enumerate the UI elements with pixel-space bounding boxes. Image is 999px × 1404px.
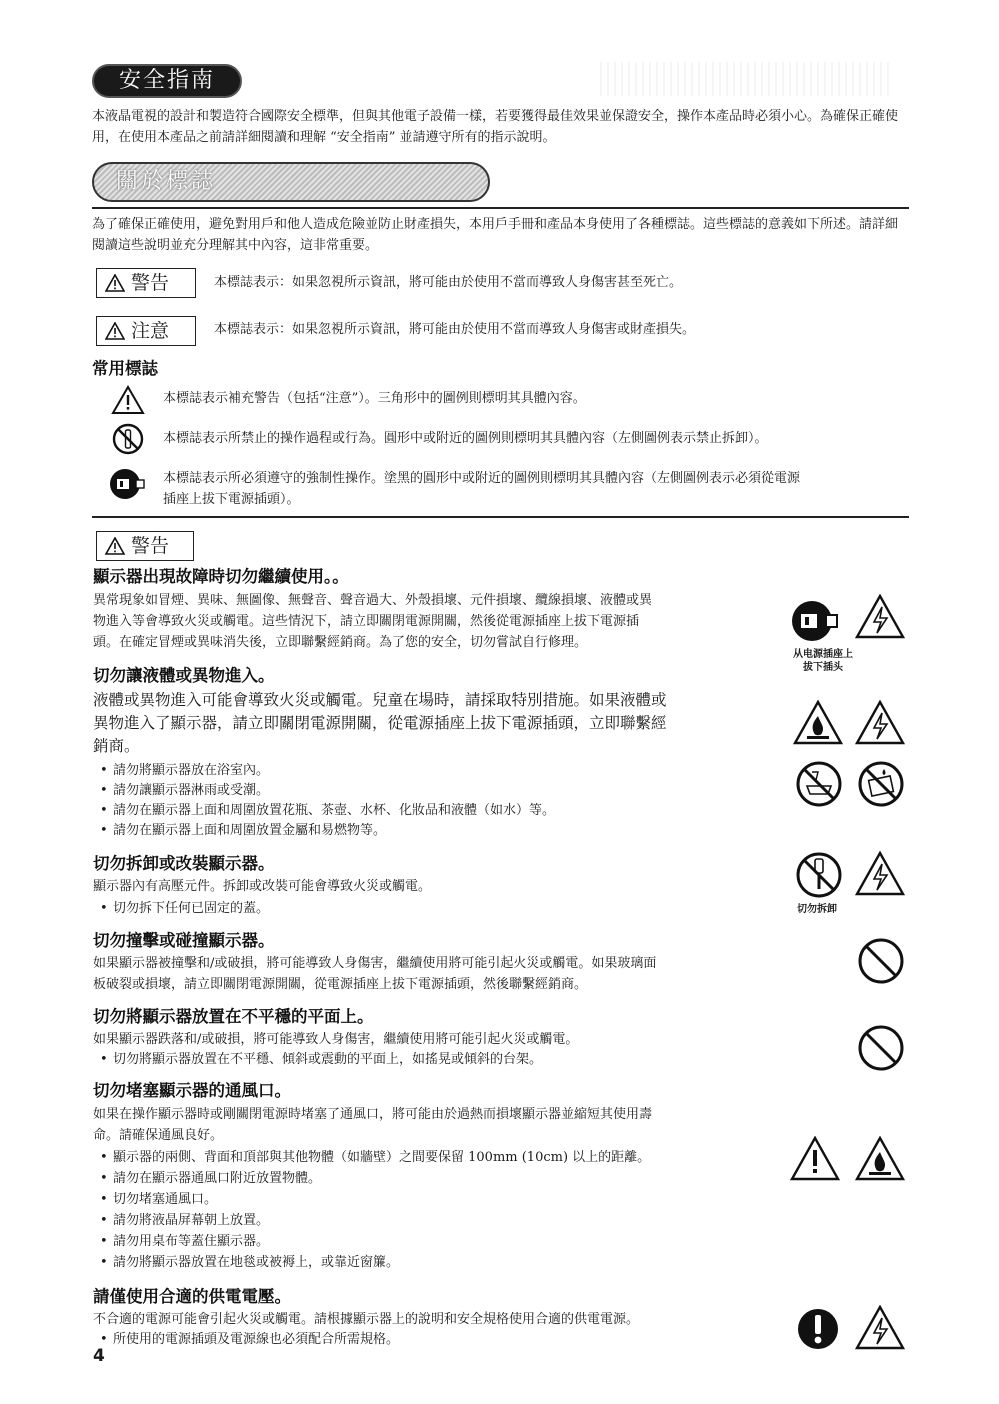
unplug-mandatory-icon [109, 466, 145, 502]
prohibit-mark-description: 本標誌表示所禁止的操作過程或行為。圓形中或附近的圖例則標明其具體內容（左側圖例表示禁止拆卸）。 [163, 431, 768, 446]
bullet-item: • 切勿堵塞通風口。 [113, 1190, 217, 1210]
section-heading-power-voltage: 請僅使用合適的供電電壓。 [93, 1287, 291, 1306]
no-bathroom-icon [795, 760, 843, 808]
no-disassembly-icon [795, 851, 843, 899]
attention-triangle-icon [111, 385, 145, 415]
no-disassembly-caption: 切勿拆卸 [797, 904, 837, 915]
warning-triangle-icon [105, 537, 125, 555]
scan-artifact [600, 62, 890, 96]
triangle-mark-description: 本標誌表示補充警告（包括“注意”）。三角形中的圖例則標明其具體內容。 [163, 391, 586, 406]
section-heading-malfunction: 顯示器出現故障時切勿繼續使用。。 [93, 567, 349, 586]
bullet-item: • 請勿將液晶屏幕朝上放置。 [113, 1211, 269, 1231]
section-heading-impact: 切勿撞擊或碰撞顯示器。 [93, 931, 275, 950]
bullet-item: • 請勿讓顯示器淋雨或受潮。 [113, 781, 269, 801]
section-heading-disassemble: 切勿拆卸或改裝顯示器。 [93, 854, 275, 873]
intro-text: 本液晶電視的設計和製造符合國際安全標準，但與其他電子設備一樣，若要獲得最佳效果並保證安全，操作本產品時必須小心。為確保正確使用，在使用本產品之前請詳細閱讀和理解 “安全指南” 並請遵守所有的指示說明。 [92, 109, 899, 145]
fire-warning-icon [793, 700, 843, 746]
section-text-line: 如果顯示器被撞擊和/或破損，將可能導致人身傷害，繼續使用將可能引起火災或觸電。如果玻璃面 [93, 956, 657, 971]
section-heading-unstable-surface: 切勿將顯示器放置在不平穩的平面上。 [93, 1007, 374, 1026]
section-text-line: 不合適的電源可能會引起火災或觸電。請根據顯示器上的說明和安全規格使用合適的供電電源。 [93, 1312, 640, 1327]
bullet-item: • 顯示器的兩側、背面和頂部與其他物體（如牆壁）之間要保留 100mm (10cm) 以上的距離。 [113, 1148, 650, 1168]
bullet-item: • 請勿用桌布等蓋住顯示器。 [113, 1232, 269, 1252]
bullet-item: • 請勿將顯示器放置在地毯或被褥上，或靠近窗簾。 [113, 1253, 399, 1273]
warning-definition: 本標誌表示：如果忽視所示資訊，將可能由於使用不當而導致人身傷害甚至死亡。 [214, 275, 683, 290]
warning-label-box [96, 268, 196, 298]
prohibition-icon [857, 937, 905, 985]
section-text-line: 異常現象如冒煙、異味、無圖像、無聲音、聲音過大、外殼損壞、元件損壞、纜線損壞、液體或異 [93, 593, 653, 608]
caution-definition: 本標誌表示：如果忽視所示資訊，將可能由於使用不當而導致人身傷害或財產損失。 [214, 322, 696, 337]
divider [92, 207, 909, 209]
bullet-item: • 所使用的電源插頭及電源線也必須配合所需規格。 [113, 1330, 399, 1350]
unplug-caption-line: 拔下插头 [803, 662, 843, 673]
section-text-line: 頭。在確定冒煙或異味消失後，立即聯繫經銷商。為了您的安全，切勿嘗試自行修理。 [93, 635, 588, 650]
section-text-line: 板破裂或損壞，請立即關閉電源開關，從電源插座上拔下電源插頭，然後聯繫經銷商。 [93, 977, 588, 992]
section-text-line: 異物進入了顯示器，請立即關閉電源開關，從電源插座上拔下電源插頭，立即聯繫經 [93, 714, 667, 732]
section-text-line: 命。請確保通風良好。 [93, 1128, 224, 1143]
warning-section-label-box [96, 531, 194, 561]
mandatory-action-icon [795, 1306, 841, 1352]
mandatory-mark-description-line2: 插座上拔下電源插頭）。 [163, 492, 300, 507]
section-heading-ventilation: 切勿堵塞顯示器的通風口。 [93, 1081, 291, 1100]
page-title: 安全指南 [92, 64, 242, 98]
section-text-line: 如果顯示器跌落和/或破損，將可能導致人身傷害，繼續使用將可能引起火災或觸電。 [93, 1032, 579, 1047]
electric-shock-warning-icon [855, 1305, 905, 1351]
bullet-item: • 請勿將顯示器放在浴室內。 [113, 761, 269, 781]
section-text-line: 液體或異物進入可能會導致火災或觸電。兒童在場時，請採取特別措施。如果液體或 [93, 691, 667, 709]
prohibition-disassemble-icon [111, 422, 145, 456]
divider [92, 516, 909, 518]
caution-triangle-icon [105, 322, 125, 340]
bullet-item: • 切勿拆下任何已固定的蓋。 [113, 899, 269, 919]
common-marks-heading: 常用標誌 [92, 359, 158, 378]
page-number: 4 [93, 1346, 105, 1366]
electric-shock-warning-icon [855, 700, 905, 746]
no-liquids-icon [857, 760, 905, 808]
fire-warning-icon [855, 1136, 905, 1182]
warning-triangle-icon [105, 274, 125, 292]
unplug-caption-line: 从电源插座上 [793, 649, 853, 660]
bullet-item: • 切勿將顯示器放置在不平穩、傾斜或震動的平面上，如搖晃或傾斜的台架。 [113, 1050, 542, 1070]
section-text-line: 銷商。 [93, 737, 140, 755]
unplug-mandatory-icon [790, 597, 838, 645]
unplug-caption [778, 648, 868, 674]
section-heading-liquids: 切勿讓液體或異物進入。 [93, 666, 275, 685]
bullet-item: • 請勿在顯示器通風口附近放置物體。 [113, 1169, 321, 1189]
section-text-line: 顯示器內有高壓元件。拆卸或改裝可能會導致火災或觸電。 [93, 879, 432, 894]
warning-label: 警告 [131, 271, 170, 294]
mandatory-mark-description-line1: 本標誌表示所必須遵守的強制性操作。塗黑的圓形中或附近的圖例則標明其具體內容（左側圖例表示必須從電源 [163, 471, 801, 486]
bullet-item: • 請勿在顯示器上面和周圍放置花瓶、茶壺、水杯、化妝品和液體（如水）等。 [113, 801, 555, 821]
bullet-item: • 請勿在顯示器上面和周圍放置金屬和易燃物等。 [113, 821, 386, 841]
caution-label-box [96, 316, 196, 346]
electric-shock-warning-icon [855, 851, 905, 897]
electric-shock-warning-icon [855, 594, 905, 640]
caution-label: 注意 [131, 319, 170, 342]
about-marks-heading: 關於標誌 [92, 162, 490, 202]
section-text-line: 如果在操作顯示器時或剛關閉電源時堵塞了通風口，將可能由於過熱而損壞顯示器並縮短其使用壽 [93, 1107, 653, 1122]
section-text-line: 物進入等會導致火災或觸電。這些情況下，請立即關閉電源開關，然後從電源插座上拔下電源插 [93, 614, 640, 629]
warning-section-label: 警告 [131, 534, 170, 557]
attention-triangle-icon [790, 1136, 840, 1182]
about-marks-text: 為了確保正確使用，避免對用戶和他人造成危險並防止財產損失，本用戶手冊和產品本身使用了各種標誌。這些標誌的意義如下所述。請詳細閱讀這些說明並充分理解其中內容，這非常重要。 [92, 217, 899, 253]
prohibition-icon [857, 1024, 905, 1072]
